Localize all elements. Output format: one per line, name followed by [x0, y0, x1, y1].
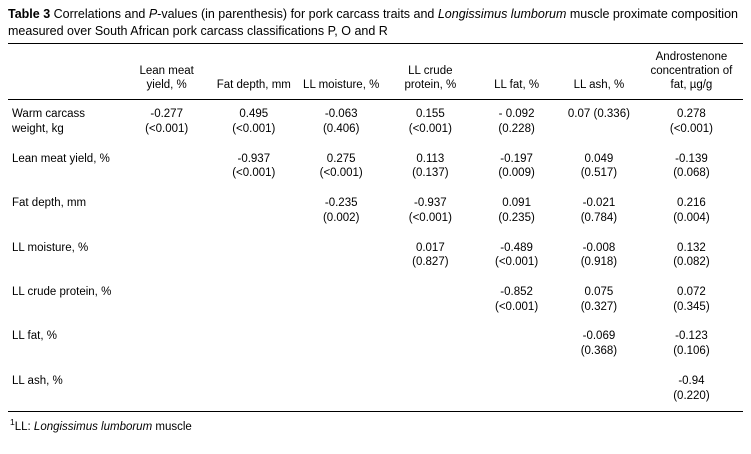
cell-pvalue: (<0.001) — [669, 123, 714, 136]
table-cell — [640, 322, 743, 366]
table-cell — [475, 322, 558, 366]
table-body — [8, 100, 743, 412]
row-header-warm-carcass-weight: Warm carcass weight, kg — [12, 108, 86, 136]
cell-pvalue: (0.082) — [673, 256, 710, 269]
cell-pvalue: (<0.001) — [408, 211, 452, 224]
table-cell — [211, 145, 297, 189]
cell-pvalue: (0.009) — [498, 167, 535, 180]
column-header-ll-ash: LL ash, % — [573, 79, 625, 92]
cell-value: 0.275 — [326, 152, 356, 165]
column-header-blank — [8, 44, 123, 100]
correlations-table — [8, 43, 743, 412]
table-cell — [475, 367, 558, 412]
cell-value: -0.277 — [150, 108, 183, 121]
cell-value: -0.937 — [237, 152, 271, 165]
table-cell — [297, 145, 386, 189]
cell-pvalue: (0.827) — [412, 256, 449, 269]
table-cell — [211, 367, 297, 412]
cell-pvalue: (0.368) — [580, 345, 618, 358]
footnote-italic-term: Longissimus lumborum — [33, 421, 153, 434]
table-caption-text-3: muscle proximate composition measured over South African pork carcass classifications P, O and R — [8, 7, 738, 38]
cell-value: -0.008 — [582, 241, 616, 254]
cell-value: -0.197 — [500, 152, 533, 165]
cell-value: -0.94 — [678, 374, 705, 387]
cell-pvalue: (0.004) — [673, 211, 710, 224]
cell-value: -0.489 — [500, 241, 533, 254]
row-header-ll-crude-protein: LL crude protein, % — [12, 286, 112, 299]
table-row — [8, 322, 743, 366]
cell-value: 0.495 — [239, 108, 269, 121]
table-header — [8, 44, 743, 100]
cell-pvalue: (<0.001) — [319, 167, 363, 180]
table-cell — [385, 234, 475, 278]
cell-pvalue: (0.406) — [322, 123, 360, 136]
table-caption-text-1: Correlations and — [50, 7, 149, 21]
cell-value: -0.937 — [414, 197, 447, 210]
table-cell — [475, 189, 558, 233]
cell-value: 0.075 — [584, 286, 614, 299]
column-header-ll-crude-protein: LL crude protein, % — [404, 65, 457, 92]
row-header-ll-moisture: LL moisture, % — [12, 241, 89, 254]
table-cell — [475, 234, 558, 278]
table-cell — [558, 189, 640, 233]
table-cell — [558, 278, 640, 322]
table-cell — [640, 278, 743, 322]
column-header-ll-moisture: LL moisture, % — [303, 79, 380, 92]
table-cell — [385, 100, 475, 145]
table-caption-p-italic: P — [148, 7, 158, 21]
table-caption-label: Table 3 — [8, 7, 51, 21]
cell-value: - 0.092 — [498, 108, 535, 121]
table-cell — [211, 189, 297, 233]
column-header-ll-fat: LL fat, % — [494, 79, 540, 92]
cell-pvalue: (0.345) — [673, 300, 710, 313]
table-cell — [385, 278, 475, 322]
cell-value: 0.049 — [584, 152, 614, 165]
cell-pvalue: (0.068) — [673, 167, 710, 180]
table-cell — [475, 278, 558, 322]
cell-pvalue: (0.002) — [322, 211, 360, 224]
table-cell — [297, 322, 386, 366]
table-cell — [640, 100, 743, 145]
table-cell — [640, 189, 743, 233]
cell-pvalue: (<0.001) — [232, 123, 276, 136]
cell-pvalue: (<0.001) — [145, 123, 189, 136]
table-cell — [211, 100, 297, 145]
footnote-suffix: muscle — [152, 421, 192, 434]
cell-pvalue: (0.336) — [590, 108, 630, 121]
table-caption — [0, 0, 751, 43]
row-header-lean-meat-yield: Lean meat yield, % — [12, 152, 110, 165]
table-row — [8, 367, 743, 412]
table-cell — [475, 145, 558, 189]
cell-pvalue: (<0.001) — [495, 256, 539, 269]
cell-value: 0.113 — [416, 152, 445, 165]
cell-value: 0.132 — [677, 241, 706, 254]
cell-value: 0.216 — [677, 197, 706, 210]
table-cell — [123, 145, 211, 189]
table-cell — [558, 322, 640, 366]
table-row — [8, 278, 743, 322]
table-cell — [558, 367, 640, 412]
table-cell — [297, 234, 386, 278]
table-cell — [640, 234, 743, 278]
cell-value: -0.021 — [582, 197, 616, 210]
cell-value: 0.155 — [415, 108, 445, 121]
row-header-ll-ash: LL ash, % — [12, 374, 63, 387]
table-cell — [385, 145, 475, 189]
cell-value: -0.139 — [675, 152, 708, 165]
table-cell — [385, 367, 475, 412]
table-cell — [123, 100, 211, 145]
table-cell — [558, 145, 640, 189]
table-cell — [211, 234, 297, 278]
table-cell — [558, 234, 640, 278]
table-row — [8, 189, 743, 233]
cell-value: 0.091 — [502, 197, 531, 210]
table-cell — [211, 278, 297, 322]
cell-value: -0.235 — [324, 197, 358, 210]
table-cell — [123, 189, 211, 233]
cell-pvalue: (0.918) — [580, 256, 618, 269]
cell-value: 0.07 — [567, 108, 591, 121]
table-cell — [558, 100, 640, 145]
row-header-fat-depth: Fat depth, mm — [12, 197, 87, 210]
table-cell — [123, 234, 211, 278]
table-cell — [640, 145, 743, 189]
table-cell — [297, 100, 386, 145]
cell-value: 0.278 — [677, 108, 706, 121]
cell-pvalue: (0.517) — [580, 167, 618, 180]
cell-value: 0.017 — [415, 241, 445, 254]
cell-pvalue: (0.235) — [498, 211, 535, 224]
cell-value: -0.123 — [675, 330, 708, 343]
cell-pvalue: (0.106) — [673, 345, 710, 358]
table-cell — [385, 322, 475, 366]
table-caption-species-italic: Longissimus lumborum — [437, 7, 567, 21]
cell-value: -0.852 — [500, 286, 533, 299]
cell-pvalue: (0.228) — [498, 123, 535, 136]
table-header-row — [8, 44, 743, 100]
cell-pvalue: (0.784) — [580, 211, 618, 224]
column-header-lean-meat-yield: Lean meat yield, % — [139, 65, 194, 92]
cell-pvalue: (<0.001) — [495, 300, 539, 313]
cell-pvalue: (<0.001) — [232, 167, 276, 180]
cell-value: -0.063 — [324, 108, 358, 121]
cell-value: 0.072 — [677, 286, 706, 299]
cell-pvalue: (0.220) — [673, 389, 710, 402]
column-header-fat-depth: Fat depth, mm — [216, 79, 291, 92]
footnote-marker: 1 — [10, 417, 15, 428]
column-header-androstenone: Androstenone concentration of fat, µg/g — [650, 51, 733, 92]
cell-pvalue: (<0.001) — [408, 123, 452, 136]
table-row — [8, 100, 743, 145]
table-cell — [385, 189, 475, 233]
table-cell — [640, 367, 743, 412]
table-cell — [211, 322, 297, 366]
table-cell — [123, 322, 211, 366]
table-footnote — [0, 412, 751, 433]
table-row — [8, 145, 743, 189]
table-cell — [297, 189, 386, 233]
table-cell — [475, 100, 558, 145]
footnote-prefix: LL: — [14, 421, 34, 434]
table-cell — [297, 367, 386, 412]
table-cell — [123, 367, 211, 412]
table-row — [8, 234, 743, 278]
table-caption-text-2: -values (in parenthesis) for pork carcass traits and — [157, 7, 438, 21]
cell-pvalue: (0.137) — [412, 167, 449, 180]
cell-value: -0.069 — [582, 330, 616, 343]
table-cell — [297, 278, 386, 322]
cell-pvalue: (0.327) — [580, 300, 618, 313]
table-cell — [123, 278, 211, 322]
row-header-ll-fat: LL fat, % — [12, 330, 57, 343]
